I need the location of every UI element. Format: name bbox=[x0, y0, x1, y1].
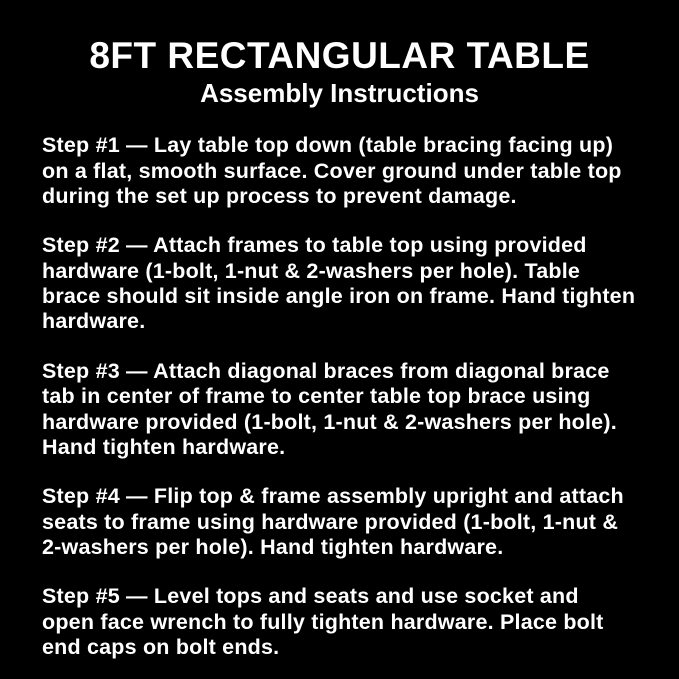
step-4-paragraph: Step #4 — Flip top & frame assembly upright and attach seats to frame using hardware provided (1-bolt, 1-nut & 2-washers per hole). Hand tighten hardware. bbox=[42, 484, 624, 559]
step-5-paragraph: Step #5 — Level tops and seats and use socket and open face wrench to fully tighten hardware. Place bolt end caps on bolt ends. bbox=[42, 584, 604, 660]
steps-list bbox=[42, 133, 637, 660]
step-2-paragraph: Step #2 — Attach frames to table top using provided hardware (1-bolt, 1-nut & 2-washers per hole). Table brace should sit inside angle iron on frame. Hand tighten hardware. bbox=[42, 233, 636, 334]
step-1-paragraph: Step #1 — Lay table top down (table bracing facing up) on a flat, smooth surface. Cover ground under table top during the set up process to prevent damage. bbox=[42, 133, 622, 208]
page-title: 8FT RECTANGULAR TABLE bbox=[89, 35, 590, 76]
page-subtitle: Assembly Instructions bbox=[200, 77, 479, 108]
step-3-paragraph: Step #3 — Attach diagonal braces from diagonal brace tab in center of frame to center table top brace using hardware provided (1-bolt, 1-nut & 2-washers per hole). Hand tighten hardware. bbox=[42, 358, 617, 459]
